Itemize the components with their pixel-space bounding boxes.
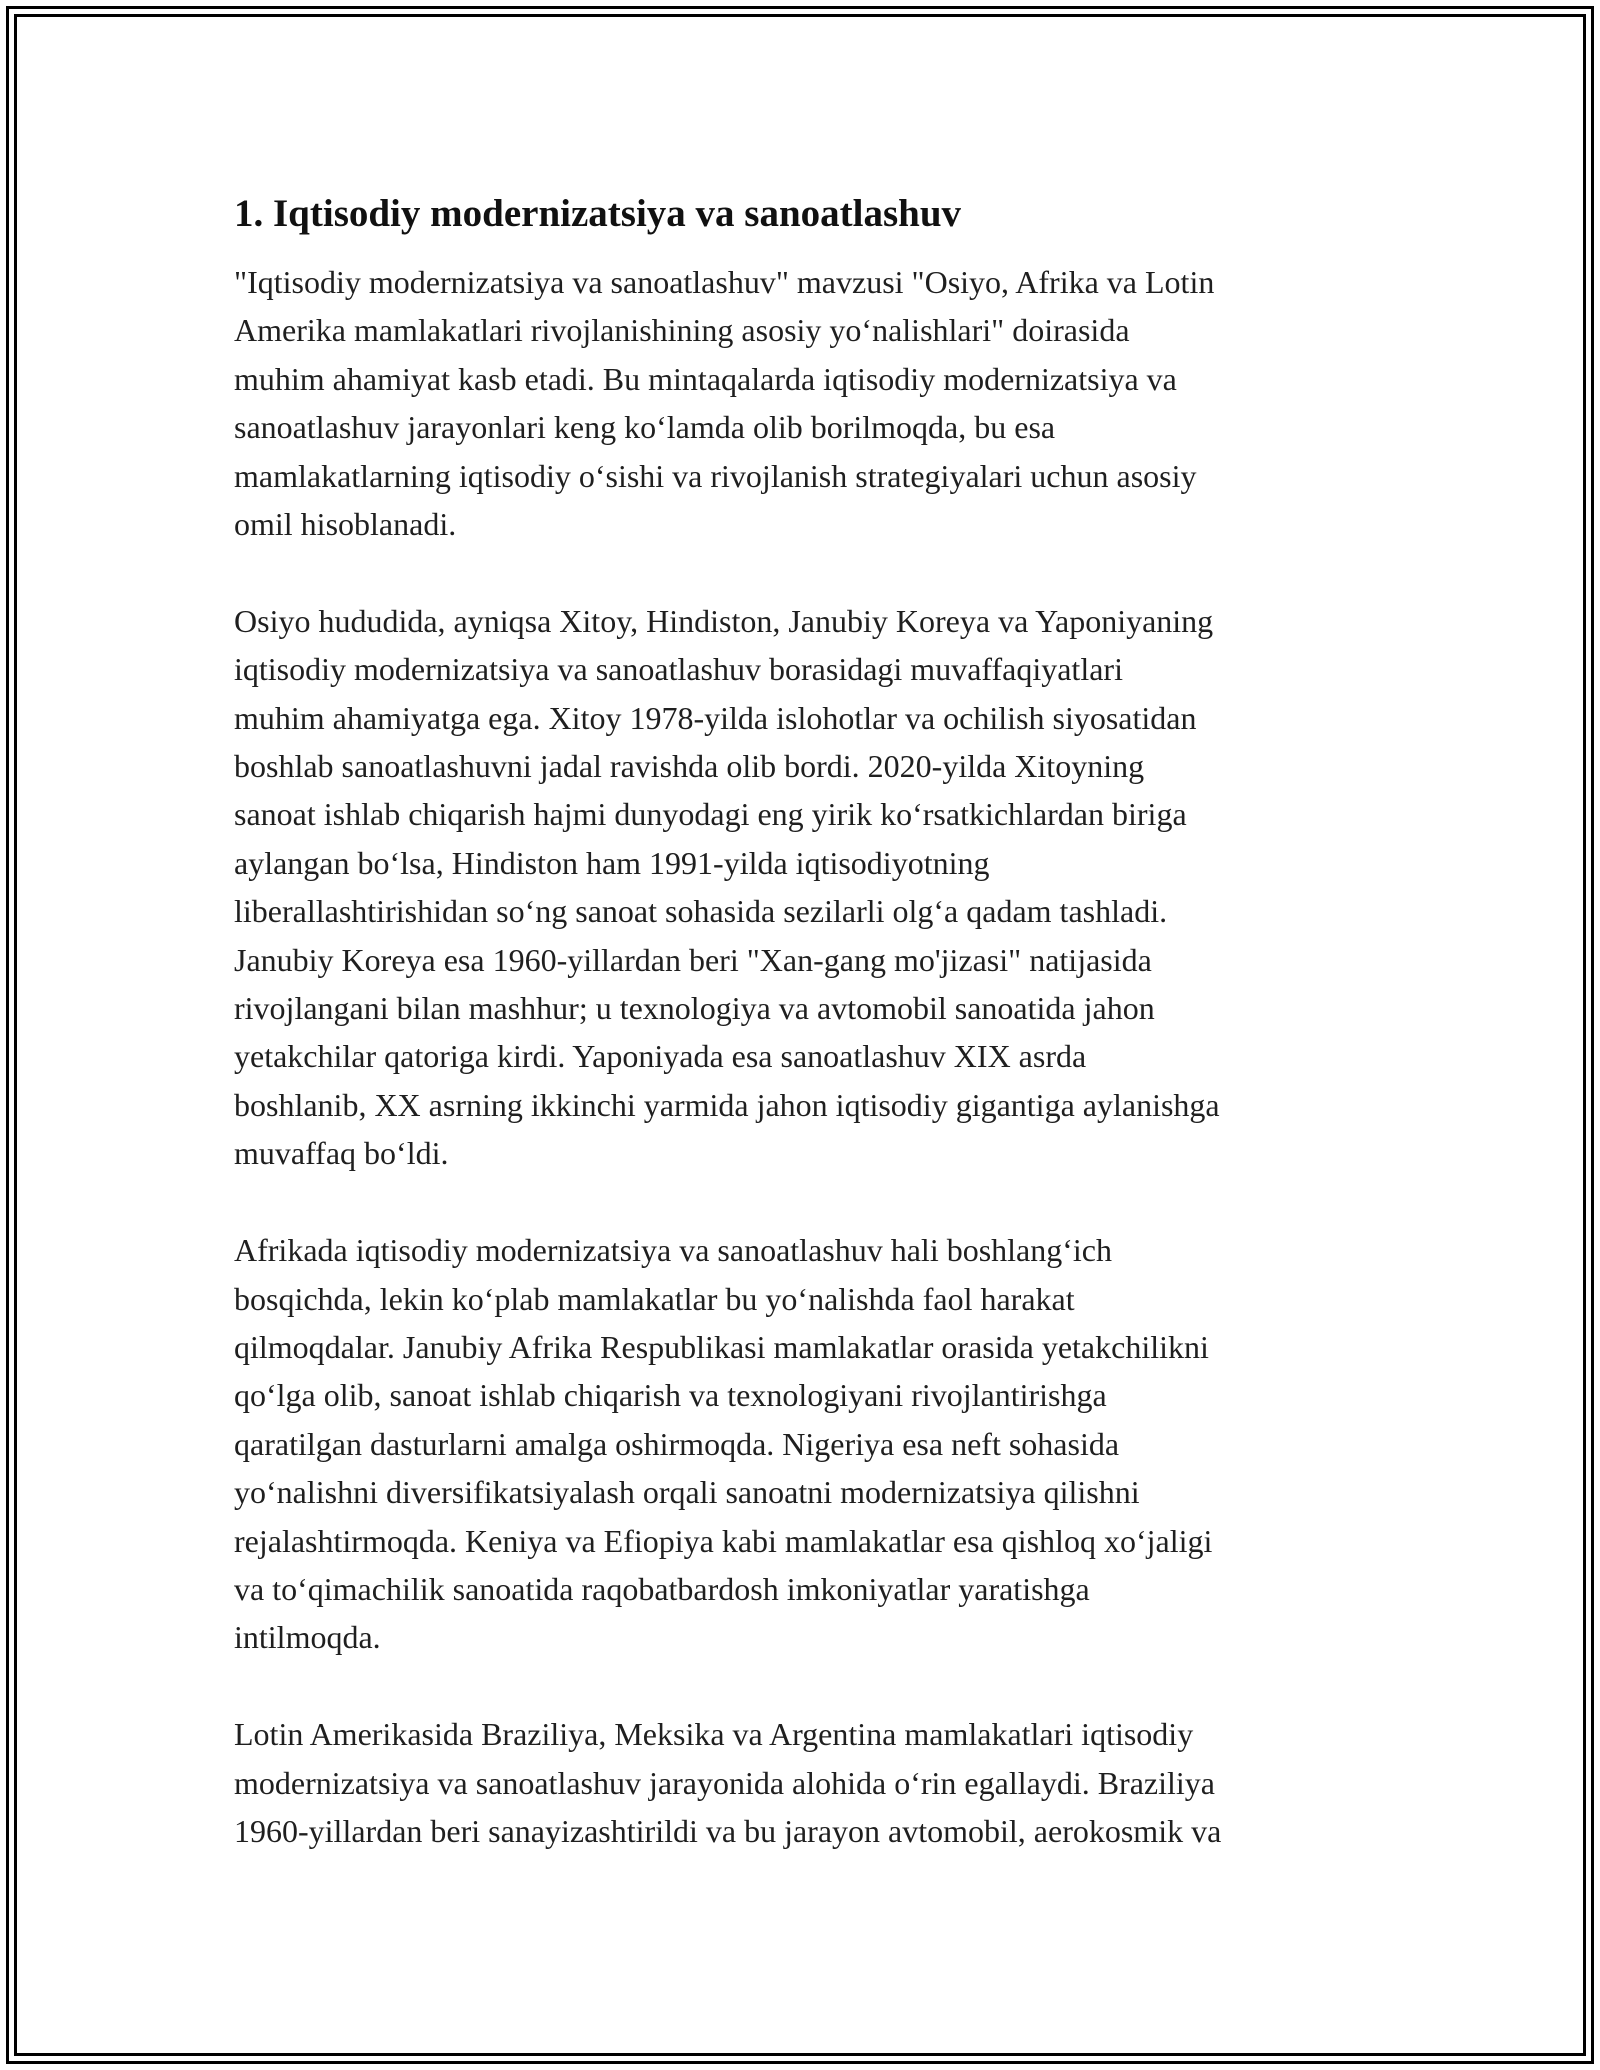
- text-line: muhim ahamiyat kasb etadi. Bu mintaqalarda iqtisodiy modernizatsiya va: [234, 360, 1177, 397]
- text-line: sanoat ishlab chiqarish hajmi dunyodagi eng yirik ko‘rsatkichlardan biriga: [234, 796, 1187, 833]
- document-body: [234, 188, 1374, 1904]
- text-line: bosqichda, lekin ko‘plab mamlakatlar bu yo‘nalishda faol harakat: [234, 1280, 1075, 1317]
- text-line: 1960-yillardan beri sanayizashtirildi va bu jarayon avtomobil, aerokosmik va: [234, 1812, 1222, 1849]
- text-line: yo‘nalishni diversifikatsiyalash orqali sanoatni modernizatsiya qilishni: [234, 1474, 1140, 1511]
- text-line: Lotin Amerikasida Braziliya, Meksika va Argentina mamlakatlari iqtisodiy: [234, 1716, 1194, 1753]
- text-line: boshlanib, XX asrning ikkinchi yarmida jahon iqtisodiy gigantiga aylanishga: [234, 1086, 1220, 1123]
- text-line: va to‘qimachilik sanoatida raqobatbardosh imkoniyatlar yaratishga: [234, 1570, 1090, 1607]
- text-line: omil hisoblanadi.: [234, 506, 457, 543]
- section-heading: 1. Iqtisodiy modernizatsiya va sanoatlashuv: [234, 192, 962, 235]
- text-line: liberallashtirishidan so‘ng sanoat sohasida sezilarli olg‘a qadam tashladi.: [234, 893, 1168, 930]
- text-line: qilmoqdalar. Janubiy Afrika Respublikasi mamlakatlar orasida yetakchilikni: [234, 1328, 1209, 1365]
- text-line: yetakchilar qatoriga kirdi. Yaponiyada esa sanoatlashuv XIX asrda: [234, 1038, 1087, 1075]
- text-line: muhim ahamiyatga ega. Xitoy 1978-yilda islohotlar va ochilish siyosatidan: [234, 699, 1197, 736]
- text-line: modernizatsiya va sanoatlashuv jarayonida alohida o‘rin egallaydi. Braziliya: [234, 1764, 1215, 1801]
- paragraph-latin-america: [234, 1710, 1374, 1855]
- text-line: qo‘lga olib, sanoat ishlab chiqarish va texnologiyani rivojlantirishga: [234, 1377, 1107, 1414]
- paragraph-africa: [234, 1226, 1374, 1662]
- text-line: "Iqtisodiy modernizatsiya va sanoatlashuv" mavzusi "Osiyo, Afrika va Lotin: [234, 264, 1215, 300]
- paragraph-intro: [234, 258, 1374, 548]
- text-line: Amerika mamlakatlari rivojlanishining asosiy yo‘nalishlari" doirasida: [234, 312, 1130, 349]
- text-line: intilmoqda.: [234, 1619, 381, 1656]
- text-line: mamlakatlarning iqtisodiy o‘sishi va rivojlanish strategiyalari uchun asosiy: [234, 457, 1197, 494]
- text-line: Osiyo hududida, ayniqsa Xitoy, Hindiston, Janubiy Koreya va Yaponiyaning: [234, 602, 1214, 639]
- text-line: sanoatlashuv jarayonlari keng ko‘lamda olib borilmoqda, bu esa: [234, 409, 1056, 446]
- text-line: rivojlangani bilan mashhur; u texnologiya va avtomobil sanoatida jahon: [234, 990, 1155, 1027]
- text-line: boshlab sanoatlashuvni jadal ravishda olib bordi. 2020-yilda Xitoyning: [234, 748, 1145, 785]
- text-line: Afrikada iqtisodiy modernizatsiya va sanoatlashuv hali boshlang‘ich: [234, 1232, 1112, 1269]
- paragraph-asia: [234, 597, 1374, 1178]
- text-line: qaratilgan dasturlarni amalga oshirmoqda. Nigeriya esa neft sohasida: [234, 1425, 1120, 1462]
- text-line: Janubiy Koreya esa 1960-yillardan beri "Xan-gang mo'jizasi" natijasida: [234, 941, 1152, 978]
- text-line: rejalashtirmoqda. Keniya va Efiopiya kabi mamlakatlar esa qishloq xo‘jaligi: [234, 1522, 1213, 1559]
- text-line: iqtisodiy modernizatsiya va sanoatlashuv borasidagi muvaffaqiyatlari: [234, 651, 1123, 688]
- text-line: aylangan bo‘lsa, Hindiston ham 1991-yilda iqtisodiyotning: [234, 844, 990, 881]
- text-line: muvaffaq bo‘ldi.: [234, 1135, 449, 1172]
